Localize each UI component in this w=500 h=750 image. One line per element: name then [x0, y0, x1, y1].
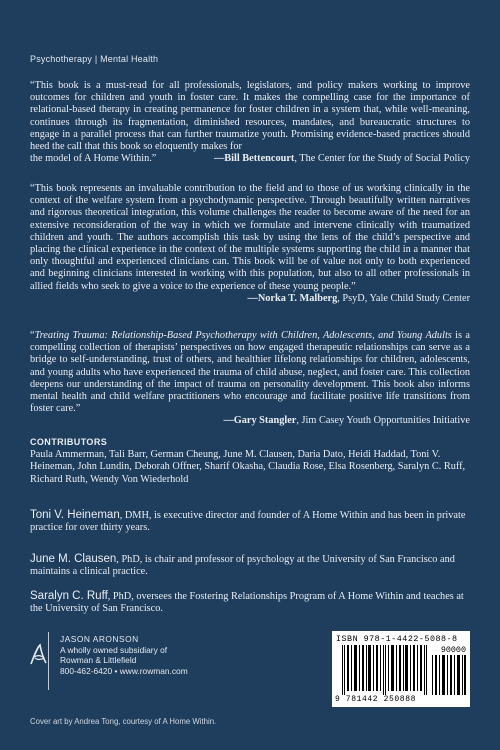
ean-digits: 9 781442 250888 — [335, 695, 417, 704]
author-bio-ruff: Saralyn C. Ruff, PhD, oversees the Fostering Relationships Program of A Home Within and teaches at the University of San Francisco. — [30, 590, 464, 615]
publisher-line: A wholly owned subsidiary of — [60, 644, 168, 655]
price-barcode-bars — [432, 655, 466, 695]
endorsement-quote-3 — [30, 330, 470, 428]
contributors-list: Paula Ammerman, Tali Barr, German Cheung, June M. Clausen, Daria Dato, Heidi Haddad, Toni V. Heineman, John Lundin, Deborah Offner, Sharif Okasha, Claudia Rose, Elsa Rosenberg, Saralyn C. Ruff, Richard Ruth, Wendy Von Wiederhold — [30, 449, 466, 485]
book-title: Treating Trauma: Relationship-Based Psychotherapy with Children, Adolescents, and Young Adults — [34, 330, 452, 341]
author-bio-heineman: Toni V. Heineman, DMH, is executive director and founder of A Home Within and has been in private practice for over thirty years. — [30, 509, 466, 534]
ean-barcode-bars — [342, 645, 428, 695]
category-label: Psychotherapy | Mental Health — [30, 54, 159, 64]
publisher-logo-icon — [28, 642, 50, 668]
quote-attribution: —Bill Bettencourt, The Center for the Study of Social Policy — [213, 153, 470, 165]
quote-text-end: the model of A Home Within.” — [30, 153, 157, 165]
endorsement-quote-1 — [30, 80, 470, 165]
publisher-line: Rowman & Littlefield — [60, 655, 137, 666]
isbn-text: ISBN 978-1-4422-5088-8 — [336, 634, 458, 644]
quote-text: “Treating Trauma: Relationship-Based Psychotherapy with Children, Adolescents, and Young Adults is a compelling collection of therapists’ perspectives on how engaged therapeutic relationships can serve as a bridge to self-understanding, trust of others, and healthier lifelong relationships for children, adolescents, and young adults who have experienced the trauma of child abuse, neglect, and foster care. This collection deepens our understanding of the impact of trauma on personality development. This book also informs mental health and child welfare practitioners who encourage and facilitate positive life transitions from foster care.” — [30, 330, 470, 415]
contributors-heading: CONTRIBUTORS — [30, 437, 108, 447]
endorsement-quote-2 — [30, 183, 470, 305]
publisher-info — [60, 634, 188, 676]
quote-attribution: —Gary Stangler, Jim Casey Youth Opportunities Initiative — [223, 415, 470, 427]
quote-last-line — [30, 153, 470, 165]
cover-art-credit: Cover art by Andrea Tong, courtesy of A Home Within. — [30, 717, 217, 726]
publisher-contact: 800-462-6420 • www.rowman.com — [60, 665, 188, 676]
isbn-barcode — [332, 631, 470, 707]
publisher-name: JASON ARONSON — [60, 634, 139, 644]
author-bio-clausen: June M. Clausen, PhD, is chair and professor of psychology at the University of San Francisco and maintains a clinical practice. — [30, 553, 455, 578]
quote-text: “This book represents an invaluable contribution to the field and to those of us working clinically in the context of the welfare system from a psychodynamic perspective. Through beautifully written narratives and rigorous theoretical integration, this volume challenges the reader to become aware of the need for an extensive reconsideration of the way in which we formulate and intervene clinically with traumatized children and youth. The authors accomplish this task by using the lens of the child’s perspective and placing the clinical experience in the context of the multiple systems supporting the child in a manner that only thoughtful and experienced clinicians can. This book will be of value not only to both experienced and beginning clinicians interested in working with this population, but also to all other professionals in allied fields who seek to give a voice to the experience of these young people.” — [30, 183, 470, 292]
quote-attribution: —Norka T. Malberg, PsyD, Yale Child Study Center — [247, 292, 470, 304]
price-code: 90000 — [440, 645, 466, 655]
quote-text: “This book is a must-read for all professionals, legislators, and policy makers working to improve outcomes for children and youth in foster care. It makes the compelling case for the importance of relational-based therapy in creating permanence for foster children in a system that, while well-meaning, continues through its fragmentation, diminished resources, mandates, and bureaucratic structures to engage in a parallel process that can further traumatize youth. Promising evidence-based practices should heed the call that this book so eloquently makes for — [30, 80, 470, 153]
